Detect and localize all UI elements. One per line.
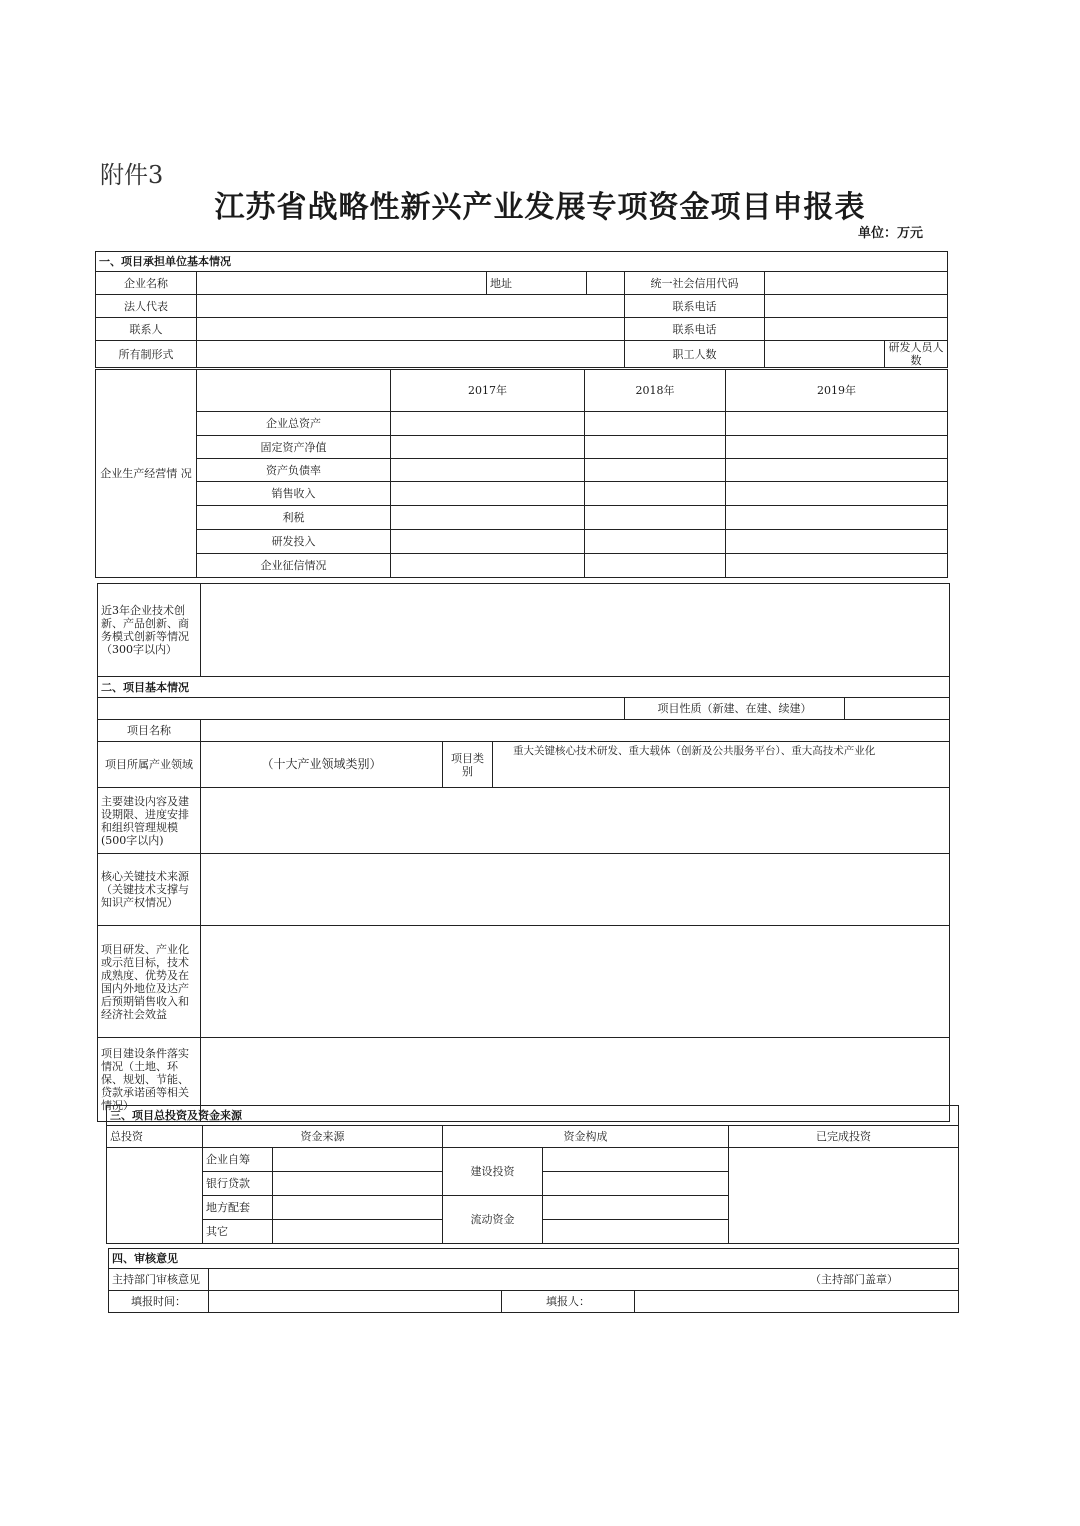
ops-row-label: 研发投入 bbox=[197, 530, 391, 554]
ops-cell[interactable] bbox=[585, 506, 726, 530]
ops-cell[interactable] bbox=[585, 459, 726, 482]
filler-label: 填报人： bbox=[502, 1291, 635, 1313]
construction-field-1[interactable] bbox=[543, 1148, 729, 1172]
goals-label: 项目研发、产业化或示范目标，技术成熟度、优势及在国内外地位及达产后预期销售收入和经济社会效益 bbox=[98, 926, 201, 1038]
section4-heading: 四、审核意见 bbox=[109, 1249, 959, 1269]
project-name-label: 项目名称 bbox=[98, 720, 201, 742]
filler-field[interactable] bbox=[635, 1291, 959, 1313]
industry-field-label: 项目所属产业领域 bbox=[98, 742, 201, 788]
company-name-label: 企业名称 bbox=[96, 272, 197, 295]
ops-cell[interactable] bbox=[585, 412, 726, 436]
source-label: 其它 bbox=[203, 1220, 273, 1244]
ops-cell[interactable] bbox=[391, 459, 585, 482]
ops-cell[interactable] bbox=[391, 530, 585, 554]
ops-row-label: 企业征信情况 bbox=[197, 554, 391, 578]
legal-rep-field[interactable] bbox=[197, 295, 625, 318]
year-2019: 2019年 bbox=[726, 370, 948, 412]
content-label: 主要建设内容及建设期限、进度安排和组织管理规模(500字以内) bbox=[98, 788, 201, 854]
source-field[interactable] bbox=[273, 1148, 443, 1172]
construction-investment-label: 建设投资 bbox=[443, 1148, 543, 1196]
contact-phone-1-label: 联系电话 bbox=[625, 295, 765, 318]
address-label: 地址 bbox=[487, 272, 587, 295]
ops-row-label: 固定资产净值 bbox=[197, 436, 391, 459]
completed-investment-field[interactable] bbox=[729, 1148, 959, 1244]
credit-code-field[interactable] bbox=[765, 272, 948, 295]
source-label: 地方配套 bbox=[203, 1196, 273, 1220]
goals-field[interactable] bbox=[201, 926, 950, 1038]
ops-cell[interactable] bbox=[391, 412, 585, 436]
project-nature-field[interactable] bbox=[845, 698, 950, 720]
ops-cell[interactable] bbox=[726, 482, 948, 506]
legal-rep-label: 法人代表 bbox=[96, 295, 197, 318]
section4-table bbox=[108, 1248, 959, 1313]
attachment-label: 附件3 bbox=[100, 161, 164, 189]
section1-heading: 一、项目承担单位基本情况 bbox=[96, 252, 948, 272]
tech-source-label: 核心关键技术来源（关键技术支撑与知识产权情况） bbox=[98, 854, 201, 926]
year-2018: 2018年 bbox=[585, 370, 726, 412]
source-field[interactable] bbox=[273, 1196, 443, 1220]
industry-hint[interactable]: （十大产业领域类别） bbox=[201, 742, 443, 788]
dept-seal-label[interactable]: （主持部门盖章） bbox=[209, 1269, 959, 1291]
section1-table bbox=[95, 251, 948, 368]
ops-cell[interactable] bbox=[726, 506, 948, 530]
ops-cell[interactable] bbox=[726, 412, 948, 436]
contact-phone-2-field[interactable] bbox=[765, 318, 948, 341]
working-capital-field-2[interactable] bbox=[543, 1220, 729, 1244]
construction-field-2[interactable] bbox=[543, 1172, 729, 1196]
ownership-label: 所有制形式 bbox=[96, 341, 197, 368]
ownership-field[interactable] bbox=[197, 341, 625, 368]
year-2017: 2017年 bbox=[391, 370, 585, 412]
ops-row-label: 资产负债率 bbox=[197, 459, 391, 482]
ops-table bbox=[95, 369, 948, 578]
working-capital-label: 流动资金 bbox=[443, 1196, 543, 1244]
total-investment-label: 总投资 bbox=[107, 1126, 203, 1148]
tech-source-field[interactable] bbox=[201, 854, 950, 926]
innovation-label: 近3年企业技术创新、产品创新、商务模式创新等情况（300字以内） bbox=[98, 584, 201, 677]
ops-cell[interactable] bbox=[391, 506, 585, 530]
employees-field[interactable] bbox=[765, 341, 885, 368]
section3-table bbox=[106, 1105, 959, 1244]
fund-structure-label: 资金构成 bbox=[443, 1126, 729, 1148]
ops-cell[interactable] bbox=[585, 482, 726, 506]
section2-heading: 二、项目基本情况 bbox=[98, 677, 950, 698]
address-field[interactable] bbox=[587, 272, 625, 295]
fund-source-label: 资金来源 bbox=[203, 1126, 443, 1148]
ops-cell[interactable] bbox=[391, 436, 585, 459]
ops-cell[interactable] bbox=[391, 482, 585, 506]
unit-label: 单位：万元 bbox=[858, 226, 924, 241]
credit-code-label: 统一社会信用代码 bbox=[625, 272, 765, 295]
source-field[interactable] bbox=[273, 1172, 443, 1196]
ops-cell[interactable] bbox=[391, 554, 585, 578]
fill-time-label: 填报时间： bbox=[109, 1291, 209, 1313]
fill-time-field[interactable] bbox=[209, 1291, 502, 1313]
total-investment-field[interactable] bbox=[107, 1148, 203, 1244]
ops-cell[interactable] bbox=[585, 436, 726, 459]
project-name-field[interactable] bbox=[201, 720, 950, 742]
ops-cell[interactable] bbox=[726, 554, 948, 578]
ops-cell[interactable] bbox=[726, 530, 948, 554]
ops-cell[interactable] bbox=[726, 459, 948, 482]
ops-cell[interactable] bbox=[585, 530, 726, 554]
project-nature-label: 项目性质（新建、在建、续建） bbox=[625, 698, 845, 720]
conditions-label: 项目建设条件落实情况（土地、环保、规划、节能、贷款承诺函等相关情况） bbox=[98, 1038, 201, 1122]
contact-phone-1-field[interactable] bbox=[765, 295, 948, 318]
contact-phone-2-label: 联系电话 bbox=[625, 318, 765, 341]
form-title: 江苏省战略性新兴产业发展专项资金项目申报表 bbox=[214, 190, 866, 225]
ops-row-label: 企业总资产 bbox=[197, 412, 391, 436]
dept-opinion-label: 主持部门审核意见 bbox=[109, 1269, 209, 1291]
section2-table bbox=[97, 583, 950, 1122]
section3-heading: 三、项目总投资及资金来源 bbox=[107, 1106, 959, 1126]
content-field[interactable] bbox=[201, 788, 950, 854]
ops-row-label: 利税 bbox=[197, 506, 391, 530]
source-label: 银行贷款 bbox=[203, 1172, 273, 1196]
section2-blank bbox=[98, 698, 625, 720]
rd-staff-label: 研发人员人数 bbox=[885, 341, 948, 368]
contact-person-field[interactable] bbox=[197, 318, 625, 341]
ops-row-label: 销售收入 bbox=[197, 482, 391, 506]
source-field[interactable] bbox=[273, 1220, 443, 1244]
working-capital-field-1[interactable] bbox=[543, 1196, 729, 1220]
contact-person-label: 联系人 bbox=[96, 318, 197, 341]
ops-header-blank bbox=[197, 370, 391, 412]
source-label: 企业自筹 bbox=[203, 1148, 273, 1172]
ops-label: 企业生产经营情 况 bbox=[96, 370, 197, 578]
ops-cell[interactable] bbox=[585, 554, 726, 578]
ops-cell[interactable] bbox=[726, 436, 948, 459]
project-type-options[interactable]: 重大关键核心技术研发、重大载体（创新及公共服务平台）、重大高技术产业化 bbox=[493, 742, 950, 788]
employees-label: 职工人数 bbox=[625, 341, 765, 368]
completed-investment-label: 已完成投资 bbox=[729, 1126, 959, 1148]
company-name-field[interactable] bbox=[197, 272, 487, 295]
project-type-label: 项目类别 bbox=[443, 742, 493, 788]
innovation-field[interactable] bbox=[201, 584, 950, 677]
